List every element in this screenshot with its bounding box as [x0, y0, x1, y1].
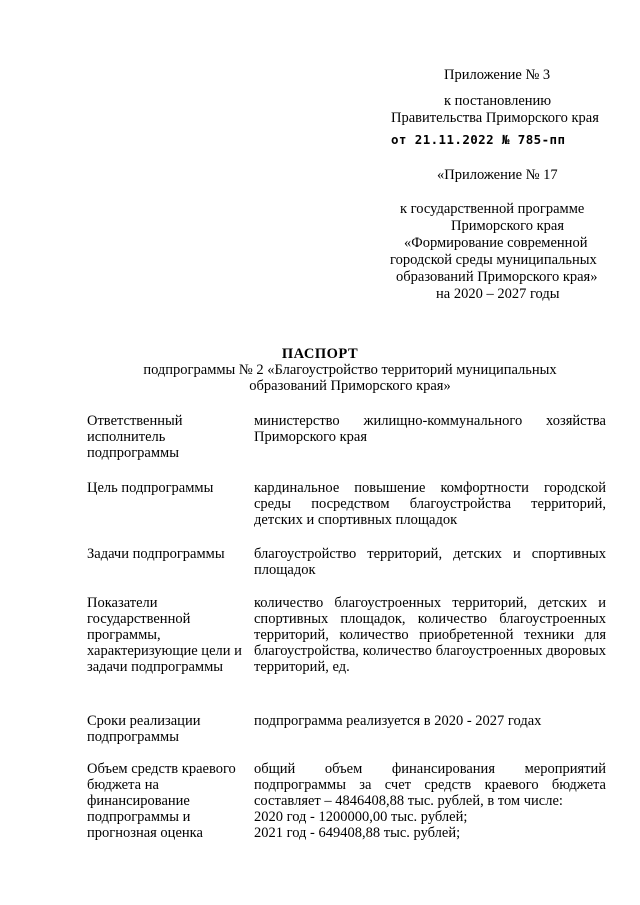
appendix-3-title: Приложение № 3	[444, 67, 551, 83]
appendix-17-line: к государственной программе	[400, 201, 585, 217]
approval-number-stamp: от 21.11.2022 № 785-пп	[391, 132, 566, 147]
row-value: кардинальное повышение комфортности городской среды посредством благоустройства территорий, детских и спортивных площадок	[254, 480, 606, 528]
row-value: благоустройство территорий, детских и спортивных площадок	[254, 546, 606, 578]
row-value: количество благоустроенных территорий, детских и спортивных площадок, количество благоустроенных территорий, количество приобретенной техники для благоустройства, количество благоустроенных дворовых территорий, ед.	[254, 595, 606, 675]
funding-year-line: 2020 год - 1200000,00 тыс. рублей;	[254, 809, 468, 825]
row-label: Ответственный исполнитель подпрограммы	[87, 413, 183, 461]
appendix-17-line: «Формирование современной	[404, 235, 588, 251]
row-value	[254, 761, 606, 841]
row-label: Задачи подпрограммы	[87, 546, 225, 562]
passport-subtitle-line: подпрограммы № 2 «Благоустройство территорий муниципальных	[143, 362, 557, 378]
appendix-3-line: Правительства Приморского края	[391, 110, 599, 126]
row-label: Цель подпрограммы	[87, 480, 214, 496]
row-value: подпрограмма реализуется в 2020 - 2027 годах	[254, 713, 542, 729]
funding-summary: общий объем финансирования мероприятий подпрограммы за счет средств краевого бюджета составляет – 4846408,88 тыс. рублей, в том числе:	[254, 761, 606, 809]
row-label: Показатели государственной программы, характеризующие цели и задачи подпрограммы	[87, 595, 242, 675]
row-value: министерство жилищно-коммунального хозяйства Приморского края	[254, 413, 606, 445]
row-label: Объем средств краевого бюджета на финансирование подпрограммы и прогнозная оценка	[87, 761, 236, 841]
passport-subtitle-line: образований Приморского края»	[249, 378, 451, 394]
appendix-17-line: городской среды муниципальных	[390, 252, 597, 268]
appendix-17-title: «Приложение № 17	[437, 167, 558, 183]
passport-subtitle	[120, 362, 580, 394]
appendix-17-line: образований Приморского края»	[396, 269, 598, 285]
row-label: Сроки реализации подпрограммы	[87, 713, 201, 745]
appendix-17-line: Приморского края	[451, 218, 565, 234]
passport-title: ПАСПОРТ	[281, 346, 359, 362]
funding-year-line: 2021 год - 649408,88 тыс. рублей;	[254, 825, 461, 841]
appendix-17-line: на 2020 – 2027 годы	[436, 286, 560, 302]
appendix-3-line: к постановлению	[444, 93, 552, 109]
